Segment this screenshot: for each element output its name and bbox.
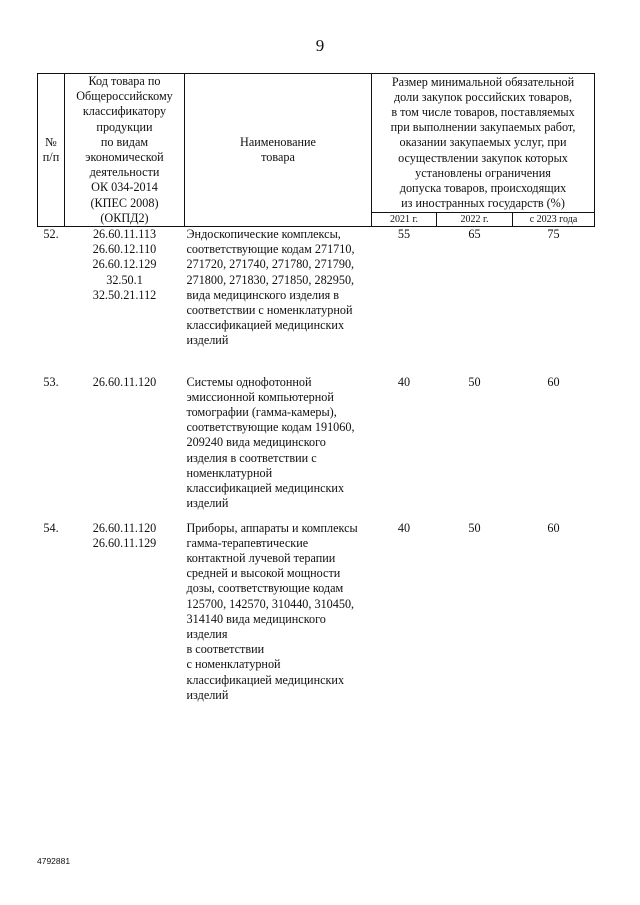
value-2021: 55 [397, 227, 411, 242]
table-row [38, 375, 595, 521]
row-number: 53. [43, 374, 59, 389]
row-name: Системы однофотонной эмиссионной компьютерной томографии (гамма-камеры), соответствующие кодам 191060, 209240 вида медицинского изделия в соответствии с номенклатурной классификацией медицинских изделий [186, 374, 355, 511]
header-year-2021: 2021 г. [372, 213, 437, 227]
value-2022: 50 [468, 520, 481, 535]
row-number: 54. [43, 520, 59, 535]
value-2022: 50 [468, 374, 481, 389]
row-name: Приборы, аппараты и комплексы гамма-терапевтические контактной лучевой терапии средней и высокой мощности дозы, соответствующие кодам 125700, 142570, 310440, 310450, 314140 вида медицинского изделия в соответствии с номенклатурной классификацией медицинских изделий [186, 520, 358, 702]
row-name: Эндоскопические комплексы, соответствующие кодам 271710, 271720, 271740, 271780, 271790, 271800, 271830, 271850, 282950, вида медицинского изделия в соответствии с номенклатурной классификацией медицинских изделий [186, 227, 355, 348]
document-code: 4792881 [37, 856, 71, 866]
row-number: 52. [43, 227, 59, 242]
value-2023: 75 [547, 227, 560, 242]
value-2022: 65 [468, 227, 481, 242]
value-2021: 40 [397, 374, 411, 389]
row-codes: 26.60.11.113 26.60.12.110 26.60.12.129 32.50.1 32.50.21.112 [92, 227, 157, 302]
header-year-2022: 2022 г. [437, 213, 513, 227]
row-codes: 26.60.11.120 [92, 374, 157, 389]
value-2023: 60 [547, 520, 560, 535]
header-number: № п/п [38, 74, 65, 227]
header-name: Наименование товара [185, 74, 372, 227]
goods-table [37, 73, 595, 703]
header-code: Код товара по Общероссийскому классификатору продукции по видам экономической деятельности ОК 034-2014 (КПЕС 2008) (ОКПД2) [65, 74, 185, 227]
value-2023: 60 [547, 374, 560, 389]
table-header [38, 74, 595, 227]
header-share: Размер минимальной обязательной доли закупок российских товаров, в том числе товаров, поставляемых при выполнении закупаемых работ, оказании закупаемых услуг, при осуществлении закупок которых установлены ограничения допуска товаров, происходящих из иностранных государств (%) [372, 74, 595, 213]
value-2021: 40 [397, 520, 411, 535]
header-year-2023: с 2023 года [513, 213, 595, 227]
row-codes: 26.60.11.120 26.60.11.129 [92, 520, 157, 550]
table-row [38, 227, 595, 375]
page-number: 9 [315, 36, 325, 55]
table-row [38, 521, 595, 703]
